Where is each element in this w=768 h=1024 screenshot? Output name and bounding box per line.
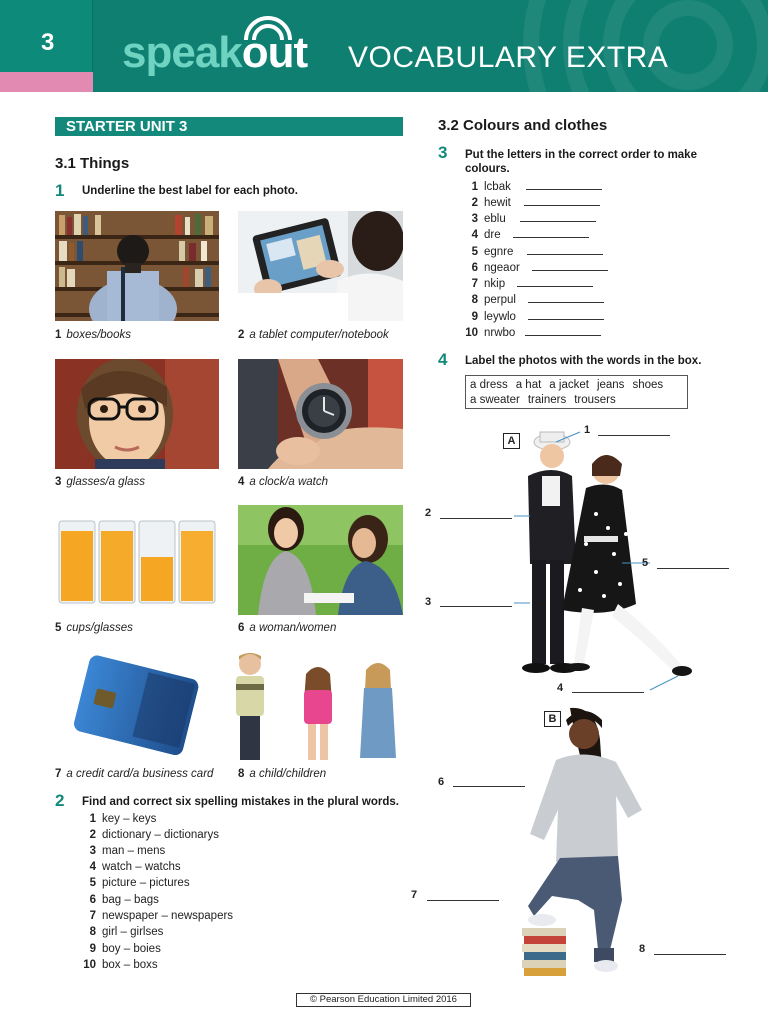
- unit-number-box: [0, 0, 93, 72]
- label-7-number: 7: [411, 889, 418, 901]
- word-item: jeans: [596, 379, 625, 391]
- answer-blank[interactable]: [525, 326, 601, 336]
- word-box: [465, 375, 688, 409]
- answer-blank[interactable]: [520, 212, 596, 222]
- word-item: a dress: [470, 379, 508, 391]
- exercise-2-number: 2: [55, 791, 65, 810]
- unit-number: 3: [41, 29, 55, 56]
- exercise-3-number: 3: [438, 143, 448, 162]
- word-box-row-1: [470, 378, 683, 393]
- label-5-blank[interactable]: [657, 568, 729, 569]
- list-item: 8 perpul: [460, 293, 604, 309]
- list-item: 5 picture – pictures: [89, 877, 190, 889]
- photo-watch: [238, 359, 403, 469]
- photo-children: [228, 650, 403, 762]
- logo-out: out: [241, 28, 308, 77]
- answer-blank[interactable]: [527, 245, 603, 255]
- answer-blank[interactable]: [528, 310, 604, 320]
- photo-a-tag: A: [503, 433, 520, 449]
- list-item: 10 nrwbo: [460, 326, 601, 342]
- photo-women: [238, 505, 403, 615]
- label-6-number: 6: [438, 776, 445, 788]
- label-1-blank[interactable]: [598, 435, 670, 436]
- answer-blank[interactable]: [513, 228, 589, 238]
- photo-a-dancers: [486, 424, 696, 686]
- word-item: a hat: [515, 379, 542, 391]
- exercise-2-instruction: Find and correct six spelling mistakes in the plural words.: [82, 796, 399, 808]
- caption-6: 6 a woman/women: [238, 622, 337, 634]
- exercise-1-instruction: Underline the best label for each photo.: [82, 185, 298, 197]
- word-item: trousers: [574, 394, 616, 406]
- photo-books: [55, 211, 219, 321]
- exercise-2-list: [78, 813, 398, 978]
- label-2-blank[interactable]: [440, 518, 512, 519]
- caption-7: 7 a credit card/a business card: [55, 768, 214, 780]
- label-4-blank[interactable]: [572, 692, 644, 693]
- list-item: 9 boy – boies: [89, 943, 161, 955]
- answer-blank[interactable]: [528, 293, 604, 303]
- answer-blank[interactable]: [526, 180, 602, 190]
- list-item: 1 lcbak: [460, 180, 602, 196]
- caption-8: 8 a child/children: [238, 768, 327, 780]
- list-item: 2 dictionary – dictionarys: [89, 829, 219, 841]
- list-item: 2 hewit: [460, 196, 600, 212]
- photo-credit-card: [70, 650, 200, 762]
- list-item: 6 bag – bags: [89, 894, 159, 906]
- label-8-number: 8: [639, 943, 646, 955]
- pink-accent-strip: [0, 72, 93, 92]
- label-8-blank[interactable]: [654, 954, 726, 955]
- label-7-blank[interactable]: [427, 900, 499, 901]
- answer-blank[interactable]: [524, 196, 600, 206]
- list-item: 7 nkip: [460, 277, 593, 293]
- photo-b-tag: B: [544, 711, 561, 727]
- label-2-number: 2: [425, 507, 432, 519]
- list-item: 3 man – mens: [89, 845, 166, 857]
- label-3-blank[interactable]: [440, 606, 512, 607]
- label-3-number: 3: [425, 596, 432, 608]
- label-4-number: 4: [557, 682, 564, 694]
- word-item: shoes: [632, 379, 664, 391]
- list-item: 4 watch – watchs: [89, 861, 181, 873]
- section-title-things: 3.1 Things: [55, 155, 130, 172]
- caption-1: 1 boxes/books: [55, 329, 131, 341]
- page-header: [0, 0, 768, 92]
- exercise-4-instruction: Label the photos with the words in the box.: [465, 355, 702, 367]
- copyright-footer: © Pearson Education Limited 2016: [296, 993, 471, 1007]
- list-item: 1 key – keys: [89, 813, 157, 825]
- list-item: 3 eblu: [460, 212, 596, 228]
- caption-5: 5 cups/glasses: [55, 622, 133, 634]
- caption-3: 3 glasses/a glass: [55, 476, 146, 488]
- list-item: 8 girl – girlses: [89, 926, 164, 938]
- caption-4: 4 a clock/a watch: [238, 476, 329, 488]
- list-item: 6 ngeaor: [460, 261, 608, 277]
- label-6-blank[interactable]: [453, 786, 525, 787]
- exercise-3-list: [460, 180, 660, 345]
- word-box-row-2: [470, 393, 683, 408]
- logo-speak: speak: [122, 28, 242, 77]
- section-title-colours: 3.2 Colours and clothes: [438, 117, 608, 134]
- photo-tablet: [238, 211, 403, 321]
- answer-blank[interactable]: [532, 261, 608, 271]
- list-item: 4 dre: [460, 228, 589, 244]
- photo-glasses: [55, 359, 219, 469]
- header-title: VOCABULARY EXTRA: [348, 41, 669, 74]
- word-item: a jacket: [549, 379, 589, 391]
- list-item: 7 newspaper – newspapers: [89, 910, 234, 922]
- word-item: trainers: [527, 394, 567, 406]
- exercise-1-number: 1: [55, 181, 65, 200]
- list-item: 9 leywlo: [460, 310, 604, 326]
- label-5-number: 5: [642, 557, 649, 569]
- photo-juice-glasses: [55, 505, 219, 615]
- word-item: a sweater: [470, 394, 520, 406]
- caption-2: 2 a tablet computer/notebook: [238, 329, 389, 341]
- speech-wave-icon: [240, 14, 296, 42]
- answer-blank[interactable]: [517, 277, 593, 287]
- exercise-3-instruction-line1: Put the letters in the correct order to make: [465, 149, 697, 161]
- list-item: 5 egnre: [460, 245, 603, 261]
- label-1-number: 1: [584, 424, 591, 436]
- exercise-4-number: 4: [438, 350, 448, 369]
- exercise-3-instruction-line2: colours.: [465, 163, 510, 175]
- unit-bar: STARTER UNIT 3: [55, 117, 403, 136]
- list-item: 10 box – boxs: [83, 959, 158, 971]
